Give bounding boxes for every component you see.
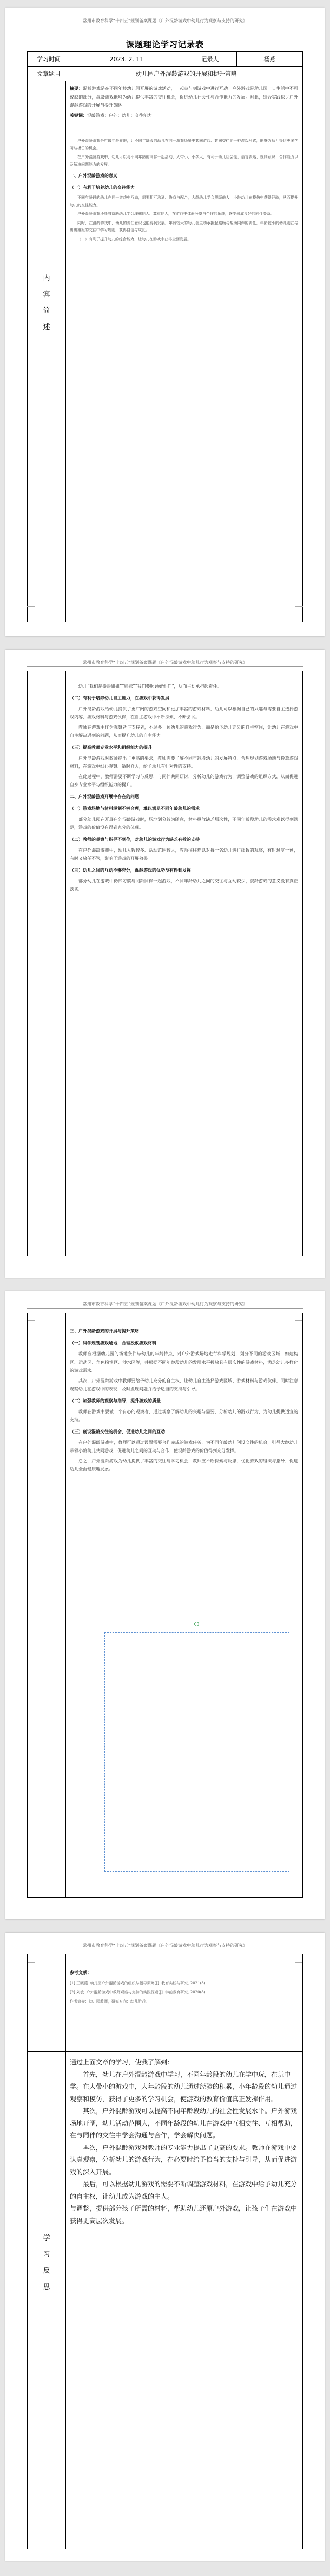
content-summary-frame-continued: [27, 671, 303, 1256]
reference-item: [1] 王晓燕. 幼儿园户外混龄游戏的组织与指导策略[J]. 教育实践与研究, 2021(3).: [70, 1981, 207, 1985]
spacer: [70, 121, 298, 138]
label-column: [28, 1313, 66, 1897]
article-content-page-1: [70, 84, 298, 618]
subsection-heading: （一）游戏场地与材料规划不够合理，难以满足不同年龄幼儿的需求: [70, 805, 200, 811]
body-paragraph: 教师应根据幼儿园的场地条件与幼儿的年龄特点，对户外游戏场地进行科学规划，划分不同的游戏区域，如建构区、运动区、角色扮演区、沙水区等，并根据不同年龄段幼儿的发展水平投放具有层次性的游戏材料，满足幼儿多样化的游戏需求。: [70, 1351, 298, 1373]
body-paragraph: 同时，在混龄游戏中，幼儿的责任意识也能得到发展，年龄较大的幼儿会主动承担起照顾与帮助同伴的责任，年龄较小的幼儿则在与哥哥姐姐的交往中学习规则，获得自信与成长。: [70, 220, 298, 232]
body-paragraph: 在户外混龄游戏中，幼儿人数较多、活动范围较大，教师往往难以对每一名幼儿进行细致的观察，有时过度干预，有时又放任不管，影响了游戏的开展效果。: [70, 847, 298, 861]
body-paragraph: 教师在游戏中作为观察者与支持者，不过多干预幼儿的游戏行为，而是给予幼儿充分的自主空间，让幼儿在游戏中自主解决遇到的问题，从而提升幼儿的自主能力。: [70, 724, 298, 738]
learning-reflection-label-column: [28, 2052, 66, 2549]
record-info-table: [27, 51, 303, 81]
intro-paragraph: 在户外混龄游戏中，幼儿可以与不同年龄的同伴一起活动，大带小、小学大，有利于幼儿社会性、语言表达、规则意识、合作能力以及解决问题能力的发展。: [70, 155, 298, 167]
reflection-paragraph: 通过上面文章的学习，使我了解到：: [70, 2058, 174, 2066]
running-header: 常州市教育科学“十四五”规划备案课题《户外混龄游戏中幼儿行为观察与支持的研究》: [82, 1943, 248, 1948]
margin-corner-mark: [27, 606, 35, 614]
intro-paragraph: 户外混龄游戏是打破年龄界限，让不同年龄段的幼儿在同一游戏场景中共同游戏、共同交往的一种游戏形式，能够为幼儿提供更多学习与模仿的机会。: [70, 139, 298, 151]
body-paragraph: 不同年龄段的幼儿在同一游戏中互动，需要相互沟通、协商与配合，大龄幼儿学会照顾他人，小龄幼儿在模仿中获得经验，从而提升幼儿的交往能力。: [70, 195, 298, 207]
body-paragraph: （二）有利于提升幼儿的综合能力，让幼儿在游戏中获得全面发展。: [77, 237, 191, 241]
label-column: [28, 1954, 66, 2051]
recorder-value: 杨燕: [237, 52, 303, 67]
body-paragraph: 总之，户外混龄游戏为幼儿提供了丰富的交往与学习机会，教师应不断探索与反思，优化游戏的组织与指导，促进幼儿全面健康地发展。: [70, 1458, 298, 1472]
rotate-handle-icon[interactable]: [194, 1622, 199, 1626]
learning-reflection-frame: [27, 2051, 303, 2549]
document-page-1: [5, 8, 325, 636]
content-summary-frame-end: [27, 1954, 303, 2052]
subsection-heading: （三）幼儿之间的互动不够充分，混龄游戏的优势没有得到发挥: [70, 867, 191, 873]
reference-item: [2] 刘敏. 户外混龄游戏中教师观察与支持的实践探索[J]. 学前教育研究, 2020(8).: [70, 1990, 207, 1995]
running-header: 常州市教育科学“十四五”规划备案课题《户外混龄游戏中幼儿行为观察与支持的研究》: [82, 660, 248, 665]
subsection-heading: （三）创设混龄交往的机会，促进幼儿之间的互动: [70, 1428, 165, 1434]
subsection-heading: （一）科学规划游戏场地，合理投放游戏材料: [70, 1340, 156, 1345]
article-title-value: 幼儿园户外混龄游戏的开展和提升策略: [70, 67, 303, 81]
author-bio: 作者简介：幼儿园教师，研究方向：幼儿游戏。: [70, 1999, 149, 2004]
body-paragraph: 户外混龄游戏对教师提出了更高的要求，教师需要了解不同年龄段幼儿的发展特点，合理规划游戏场地与投放游戏材料，在游戏中细心观察、适时介入，给予幼儿有针对性的支持。: [70, 755, 298, 769]
article-title-label: 文章题目: [28, 67, 70, 81]
header-rule: [27, 1308, 303, 1309]
references-heading: 参考文献：: [70, 1970, 91, 1975]
keywords: 关键词：混龄游戏；户外；幼儿；交往能力: [70, 112, 152, 118]
reflection-content: [70, 2056, 298, 2546]
subsection-heading: （二）有利于培养幼儿自主能力，在游戏中获得发展: [70, 695, 169, 701]
margin-corner-mark: [295, 606, 303, 614]
reflection-paragraph: 最后，可以根据幼儿游戏的需要不断调整游戏材料，在游戏中给予幼儿充分的自主权，让幼儿成为游戏的主人。: [70, 2180, 298, 2200]
reflection-paragraph: 首先，幼儿在户外混龄游戏中学习，不同年龄段的幼儿在学中玩，在玩中学。在大带小的游戏中，大年龄段的幼儿通过经验的积累，小年龄段的幼儿通过观察和模仿，获得了更多的学习机会，使游戏的教育价值真正发挥作用。: [70, 2070, 298, 2103]
content-summary-label: 内 容 简 述: [43, 274, 50, 331]
subsection-heading: （一）有利于培养幼儿的交往能力: [70, 185, 135, 190]
subsection-heading: （二）教师的观察与指导不到位，对幼儿的游戏行为缺乏有效的支持: [70, 836, 200, 842]
body-paragraph: 部分幼儿在游戏中仍然习惯与同龄同伴一起游戏，不同年龄幼儿之间的交往与互动较少，混龄游戏的意义没有真正落实。: [70, 878, 298, 892]
body-paragraph: 在户外混龄游戏中，教师可以通过设置需要合作完成的游戏任务，为不同年龄幼儿创设交往的机会，引导大龄幼儿带领小龄幼儿共同游戏，促进幼儿之间的互动与合作，使混龄游戏的价值得到充分发挥。: [70, 1440, 298, 1453]
study-time-value: 2023. 2. 11: [70, 52, 183, 67]
body-paragraph: 部分幼儿园在开展户外混龄游戏时，场地划分较为随意，材料投放缺乏层次性，不同年龄段幼儿的需求难以得到满足，游戏的价值没有得到充分的体现。: [70, 816, 298, 830]
running-header: 常州市教育科学“十四五”规划备案课题《户外混龄游戏中幼儿行为观察与支持的研究》: [82, 18, 248, 23]
body-paragraph: 幼儿“我们是哥哥姐姐”“妹妹”“我们要照顾好他们”，从而主动承担起责任。: [78, 684, 222, 689]
learning-reflection-label: 学 习 反 思: [43, 2234, 50, 2291]
record-title: 课题理论学习记录表: [126, 40, 204, 49]
article-content-page-4: [70, 1965, 298, 2048]
document-page-2: [5, 650, 325, 1278]
reflection-paragraph: 其次，户外混龄游戏可以提高不同年龄段幼儿的社会性发展水平。户外游戏场地开阔，幼儿活动范围大，不同年龄段的幼儿在游戏中互相交往、互相帮助，在与同伴的交往中学会沟通与合作，学会解决问题。: [70, 2107, 298, 2139]
reflection-paragraph: 再次，户外混龄游戏对教师的专业能力提出了更高的要求。教师在游戏中要认真观察，分析幼儿的游戏行为，在必要时给予恰当的支持与引导，从而促进游戏的深入开展。: [70, 2143, 298, 2176]
content-summary-frame-continued: [27, 1313, 303, 1898]
subsection-heading: （三）提高教师专业水平和组织能力的提升: [70, 744, 152, 750]
content-summary-frame: [27, 81, 303, 622]
study-time-label: 学习时间: [28, 52, 70, 67]
body-paragraph: 户外混龄游戏给幼儿提供了更广阔的游戏空间和更加丰富的游戏材料，幼儿可以根据自己的兴趣与需要自主选择游戏内容、游戏材料与游戏伙伴，在自主游戏中不断探索、不断尝试。: [70, 706, 298, 720]
document-page-4: [5, 1933, 325, 2561]
section-heading: 一、户外混龄游戏的意义: [70, 173, 117, 178]
recorder-label: 记录人: [183, 52, 237, 67]
article-content-page-2: [70, 682, 298, 1252]
label-column: [28, 671, 66, 1256]
body-paragraph: 教师在游戏中要做一个有心的观察者，通过观察了解幼儿的兴趣与需要，分析幼儿的游戏行为，为幼儿提供适宜的支持。: [70, 1409, 298, 1422]
image-selection-box[interactable]: [104, 1632, 289, 1872]
header-rule: [27, 666, 303, 667]
body-paragraph: 其次，户外混龄游戏中教师要给予幼儿充分的自主权，让幼儿自主选择游戏区域、游戏材料与游戏伙伴，同时注意观察幼儿在游戏中的表现，及时发现问题并给予适当的支持与引导。: [70, 1378, 298, 1391]
section-heading: 二、户外混龄游戏开展中存在的问题: [70, 793, 139, 799]
running-header: 常州市教育科学“十四五”规划备案课题《户外混龄游戏中幼儿行为观察与支持的研究》: [82, 1302, 248, 1306]
body-paragraph: 户外混龄游戏还能够帮助幼儿学会理解他人、尊重他人，在游戏中体验分享与合作的乐趣，逐步形成良好的同伴关系。: [77, 212, 274, 216]
section-heading: 三、户外混龄游戏的开展与提升策略: [70, 1328, 139, 1333]
body-paragraph: 在此过程中，教师需要不断学习与反思，与同伴共同研讨，分析幼儿的游戏行为，调整游戏的组织方式，从而促进自身专业水平与组织能力的提升。: [70, 774, 298, 787]
content-summary-label-column: [28, 81, 66, 622]
reflection-paragraph: 与调整，提供部分孩子所需的材料，帮助幼儿还原户外游戏，让孩子们在游戏中获得更高层次发展。: [70, 2205, 298, 2225]
document-page-3: [5, 1291, 325, 1919]
abstract: 摘要：混龄游戏是在不同年龄幼儿间开展的游戏活动，一起参与到游戏中进行互动。户外游戏是幼儿园一日生活中不可或缺的部分，混龄游戏能够为幼儿提供丰富的交往机会，促进幼儿社会性与合作能力的发展。对此，结合实践探讨户外混龄游戏的开展与提升策略。: [70, 86, 298, 108]
subsection-heading: （二）加强教师的观察与指导，提升游戏的质量: [70, 1397, 161, 1403]
